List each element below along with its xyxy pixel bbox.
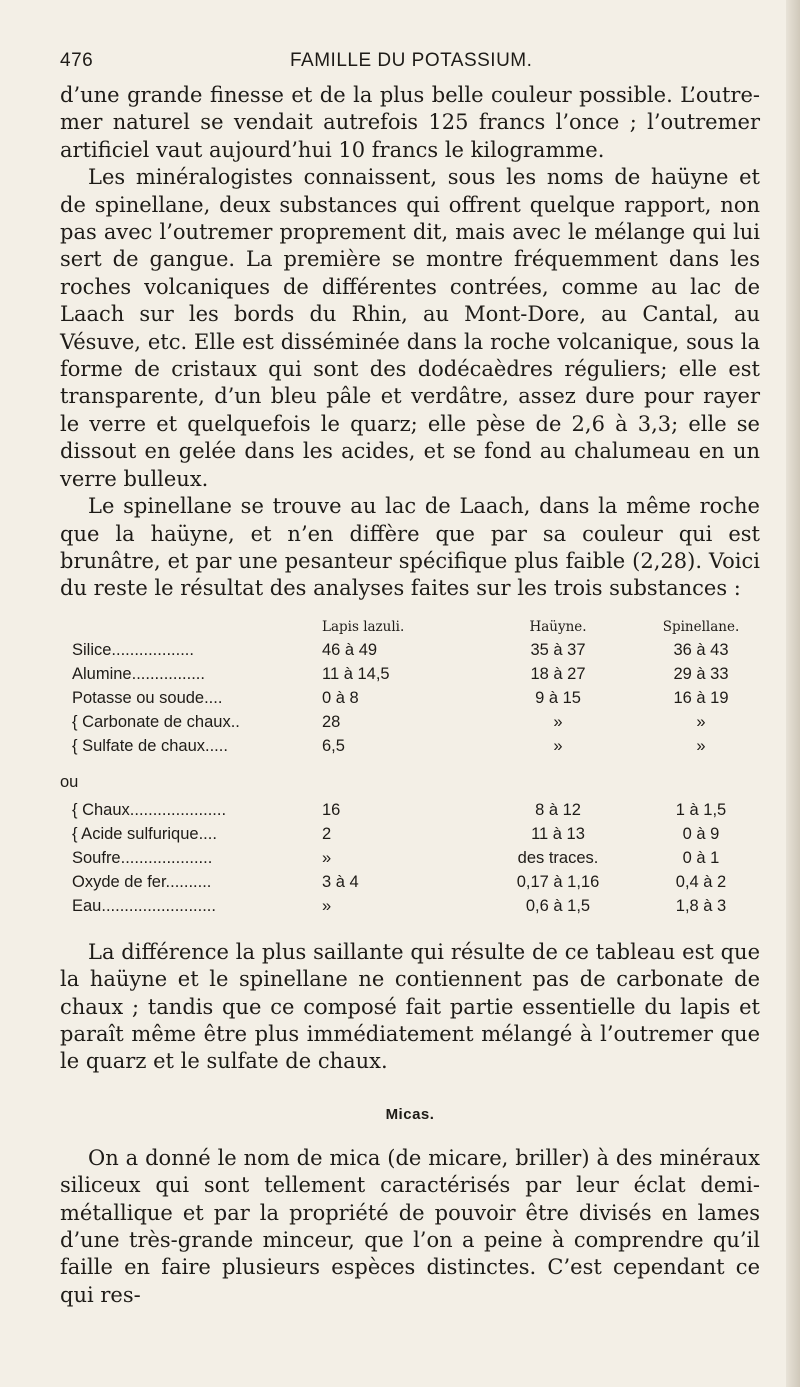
- page-number: 476: [60, 50, 94, 71]
- table-separator: [60, 761, 760, 801]
- cell-spinellane: 0 à 9: [682, 824, 720, 843]
- cell-hauyne: 18 à 27: [530, 664, 586, 683]
- cell-hauyne: 9 à 15: [535, 688, 581, 707]
- table-row: [60, 897, 760, 921]
- cell-hauyne: des traces.: [517, 848, 599, 867]
- cell-lapis: »: [322, 848, 332, 867]
- cell-hauyne: »: [553, 712, 563, 731]
- cell-hauyne: 0,17 à 1,16: [516, 872, 600, 891]
- cell-spinellane: 16 à 19: [673, 688, 729, 707]
- row-label: Silice..................: [72, 640, 194, 659]
- running-title: FAMILLE DU POTASSIUM.: [290, 50, 533, 71]
- paragraph-spinellane: Le spinellane se trouve au lac de Laach, dans la même roche que la haüyne, et n’en diffère que par sa couleur qui est brunâtre, et par une pesanteur spécifique plus faible (2,28). Voici du reste le résultat des analyses faites sur les trois substances :: [60, 494, 760, 601]
- table-row: [60, 873, 760, 897]
- table-row: [60, 665, 760, 689]
- cell-spinellane: »: [696, 736, 706, 755]
- table-header-row: [60, 619, 760, 641]
- cell-spinellane: 0 à 1: [682, 848, 720, 867]
- cell-hauyne: 0,6 à 1,5: [525, 896, 591, 915]
- row-label: Eau.........................: [72, 896, 216, 915]
- table-row: [60, 801, 760, 825]
- cell-spinellane: 36 à 43: [673, 640, 729, 659]
- paragraph-micas: On a donné le nom de mica (de micare, briller) à des minéraux siliceux qui sont tellement caractérisés par leur éclat demi-métallique et par la propriété de pouvoir être divisés en lames d’une très-grande minceur, que l’on a peine à comprendre qu’il faille en faire plusieurs espèces distinctes. C’est cependant ce qui res-: [60, 1145, 760, 1307]
- table-row: [60, 641, 760, 665]
- cell-lapis: 3 à 4: [322, 872, 359, 891]
- cell-lapis: »: [322, 896, 332, 915]
- column-header-hauyne: Haüyne.: [529, 618, 587, 635]
- paragraph-difference: La différence la plus saillante qui résulte de ce tableau est que la haüyne et le spinellane ne contiennent pas de carbonate de chaux ; tandis que ce composé fait partie essentielle du lapis et paraît même être plus immédiatement mélangé à l’outremer que le quarz et le sulfate de chaux.: [60, 939, 760, 1074]
- row-label: { Carbonate de chaux..: [72, 712, 240, 731]
- table-row: [60, 689, 760, 713]
- cell-lapis: 6,5: [322, 736, 345, 755]
- table-row: [60, 849, 760, 873]
- column-header-spinellane: Spinellane.: [662, 618, 740, 635]
- table-row: [60, 825, 760, 849]
- book-page: [60, 48, 760, 1309]
- row-label: Alumine................: [72, 664, 205, 683]
- running-header: [60, 48, 760, 82]
- cell-hauyne: 35 à 37: [530, 640, 586, 659]
- cell-lapis: 28: [322, 712, 341, 731]
- cell-lapis: 11 à 14,5: [322, 664, 390, 683]
- cell-spinellane: 1,8 à 3: [675, 896, 727, 915]
- row-label: Potasse ou soude....: [72, 688, 223, 707]
- paragraph-outremer: d’une grande finesse et de la plus belle couleur possible. L’outre-mer naturel se vendait autrefois 125 francs l’once ; l’outremer artificiel vaut aujourd’hui 10 francs le kilogramme.: [60, 83, 760, 162]
- row-label: Soufre....................: [72, 848, 213, 867]
- row-label: Oxyde de fer..........: [72, 872, 212, 891]
- cell-lapis: 16: [322, 800, 341, 819]
- separator-ou: ou: [60, 772, 79, 791]
- cell-hauyne: »: [553, 736, 563, 755]
- row-label: { Sulfate de chaux.....: [72, 736, 228, 755]
- cell-lapis: 0 à 8: [322, 688, 359, 707]
- cell-spinellane: »: [696, 712, 706, 731]
- analysis-table: [60, 619, 760, 921]
- cell-hauyne: 11 à 13: [531, 824, 585, 843]
- page-edge: [786, 0, 800, 1387]
- column-header-lapis: Lapis lazuli.: [322, 618, 405, 635]
- row-label: { Chaux.....................: [72, 800, 227, 819]
- table-row: [60, 713, 760, 737]
- cell-spinellane: 0,4 à 2: [675, 872, 727, 891]
- cell-lapis: 46 à 49: [322, 640, 378, 659]
- cell-lapis: 2: [322, 824, 332, 843]
- cell-hauyne: 8 à 12: [535, 800, 581, 819]
- table-row: [60, 737, 760, 761]
- cell-spinellane: 1 à 1,5: [675, 800, 727, 819]
- paragraph-hauyne: Les minéralogistes connaissent, sous les noms de haüyne et de spinellane, deux substances qui offrent quelque rapport, non pas avec l’outremer proprement dit, mais avec le mélange qui lui sert de gangue. La première se montre fréquemment dans les roches volcaniques de différentes contrées, comme au lac de Laach sur les bords du Rhin, au Mont-Dore, au Cantal, au Vésuve, etc. Elle est disséminée dans la roche volcanique, sous la forme de cristaux qui sont des dodécaèdres réguliers; elle est transparente, d’un bleu pâle et verdâtre, assez dure pour rayer le verre et quelquefois le quarz; elle pèse de 2,6 à 3,3; elle se dissout en gelée dans les acides, et se fond au chalumeau en un verre bulleux.: [60, 165, 760, 491]
- section-heading-micas: Micas.: [385, 1105, 435, 1123]
- cell-spinellane: 29 à 33: [673, 664, 729, 683]
- row-label: { Acide sulfurique....: [72, 824, 217, 843]
